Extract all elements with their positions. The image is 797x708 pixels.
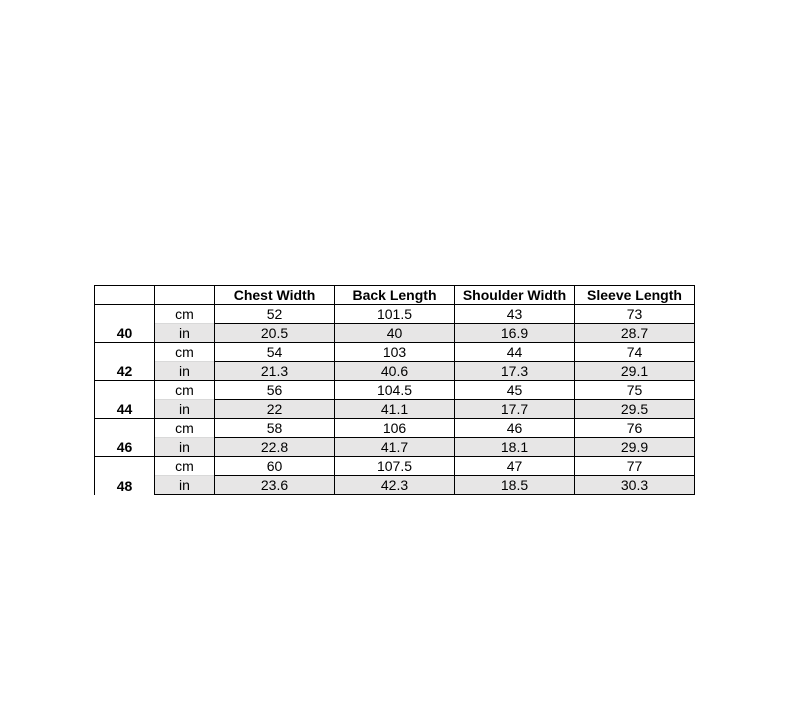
chest-in: 22.8 [215, 438, 335, 457]
header-unit [155, 286, 215, 305]
table-row [95, 476, 695, 495]
table-row [95, 381, 695, 400]
shoulder-in: 16.9 [455, 324, 575, 343]
shoulder-in: 17.3 [455, 362, 575, 381]
shoulder-cm: 46 [455, 419, 575, 438]
sleeve-in: 29.9 [575, 438, 695, 457]
table-row [95, 438, 695, 457]
header-chest-width: Chest Width [215, 286, 335, 305]
unit-label: in [155, 438, 215, 457]
header-row [95, 286, 695, 305]
back-in: 42.3 [335, 476, 455, 495]
back-in: 40 [335, 324, 455, 343]
shoulder-in: 18.1 [455, 438, 575, 457]
chest-cm: 52 [215, 305, 335, 324]
size-label: 42 [95, 343, 155, 381]
back-in: 41.7 [335, 438, 455, 457]
back-in: 40.6 [335, 362, 455, 381]
unit-label: in [155, 324, 215, 343]
back-cm: 101.5 [335, 305, 455, 324]
header-sleeve-length: Sleeve Length [575, 286, 695, 305]
unit-label: cm [155, 343, 215, 362]
chest-cm: 58 [215, 419, 335, 438]
back-in: 41.1 [335, 400, 455, 419]
unit-label: cm [155, 457, 215, 476]
sleeve-cm: 76 [575, 419, 695, 438]
chest-in: 20.5 [215, 324, 335, 343]
unit-label: cm [155, 381, 215, 400]
table-row [95, 305, 695, 324]
sleeve-cm: 74 [575, 343, 695, 362]
chest-in: 21.3 [215, 362, 335, 381]
table-row [95, 324, 695, 343]
header-size [95, 286, 155, 305]
chest-cm: 56 [215, 381, 335, 400]
table-row [95, 419, 695, 438]
back-cm: 107.5 [335, 457, 455, 476]
chest-in: 22 [215, 400, 335, 419]
shoulder-in: 17.7 [455, 400, 575, 419]
sleeve-cm: 75 [575, 381, 695, 400]
sleeve-in: 29.1 [575, 362, 695, 381]
sleeve-in: 30.3 [575, 476, 695, 495]
table-row [95, 343, 695, 362]
unit-label: cm [155, 305, 215, 324]
size-label: 40 [95, 305, 155, 343]
shoulder-cm: 43 [455, 305, 575, 324]
unit-label: in [155, 476, 215, 495]
shoulder-cm: 44 [455, 343, 575, 362]
sleeve-cm: 77 [575, 457, 695, 476]
size-label: 48 [95, 457, 155, 495]
sleeve-cm: 73 [575, 305, 695, 324]
shoulder-cm: 45 [455, 381, 575, 400]
shoulder-in: 18.5 [455, 476, 575, 495]
header-shoulder-width: Shoulder Width [455, 286, 575, 305]
size-label: 44 [95, 381, 155, 419]
sleeve-in: 29.5 [575, 400, 695, 419]
back-cm: 104.5 [335, 381, 455, 400]
unit-label: cm [155, 419, 215, 438]
unit-label: in [155, 400, 215, 419]
back-cm: 103 [335, 343, 455, 362]
chest-cm: 54 [215, 343, 335, 362]
chest-in: 23.6 [215, 476, 335, 495]
table-row [95, 457, 695, 476]
sleeve-in: 28.7 [575, 324, 695, 343]
size-chart-table [94, 285, 695, 495]
header-back-length: Back Length [335, 286, 455, 305]
table-row [95, 362, 695, 381]
unit-label: in [155, 362, 215, 381]
chart-body [95, 305, 695, 495]
back-cm: 106 [335, 419, 455, 438]
chest-cm: 60 [215, 457, 335, 476]
size-label: 46 [95, 419, 155, 457]
shoulder-cm: 47 [455, 457, 575, 476]
table-row [95, 400, 695, 419]
